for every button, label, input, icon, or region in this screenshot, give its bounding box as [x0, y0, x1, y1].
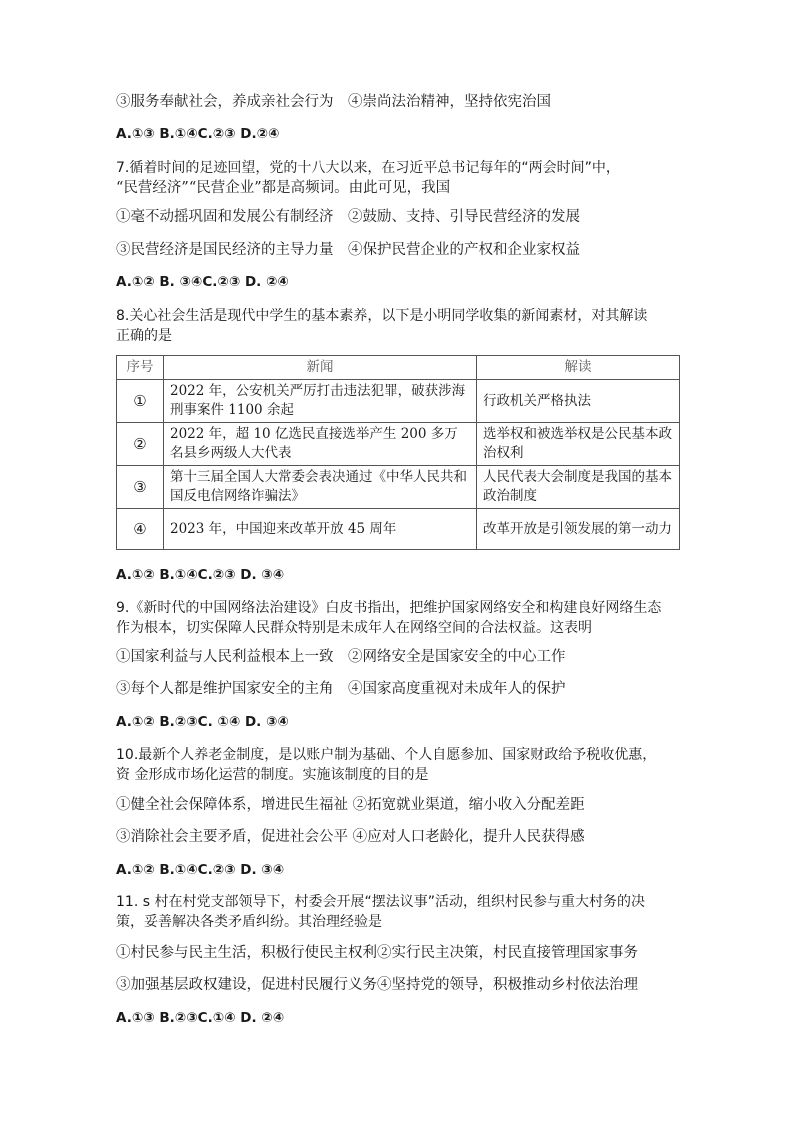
row-interpretation: 行政机关严格执法 [477, 380, 680, 423]
header-news: 新闻 [164, 356, 477, 380]
table-row [117, 509, 680, 550]
question-11-options: ①村民参与民主生活，积极行使民主权利②实行民主决策，村民直接管理国家事务 [116, 945, 638, 961]
row-interpretation: 改革开放是引领发展的第一动力 [477, 509, 680, 550]
row-news: 2022 年，超 10 亿选民直接选举产生 200 多万名县乡两级人大代表 [164, 423, 477, 466]
question-8-stem: 8.关心社会生活是现代中学生的基本素养，以下是小明同学收集的新闻素材，对其解读 [116, 308, 648, 324]
table-header-row [117, 356, 680, 380]
question-11-stem-cont: 策，妥善解决各类矛盾纠纷。其治理经验是 [116, 914, 382, 930]
answer-choices: A.①③ B.①④C.②③ D.②④ [116, 126, 280, 142]
question-9-options: ①国家利益与人民利益根本上一致 ②网络安全是国家安全的中心工作 [116, 649, 566, 665]
question-10-options: ①健全社会保障体系，增进民生福祉 ②拓宽就业渠道，缩小收入分配差距 [116, 797, 585, 813]
question-8-answers: A.①② B.①④C.②③ D. ③④ [116, 567, 285, 583]
table-row [117, 380, 680, 423]
row-interpretation: 人民代表大会制度是我国的基本政治制度 [477, 466, 680, 509]
question-10-stem-cont: 资 金形成市场化运营的制度。实施该制度的目的是 [116, 767, 429, 783]
question-7-options: ③民营经济是国民经济的主导力量 ④保护民营企业的产权和企业家权益 [116, 242, 580, 258]
news-table [116, 355, 680, 550]
question-11-answers: A.①③ B.②③C.①④ D. ②④ [116, 1010, 285, 1026]
row-news: 2022 年，公安机关严厉打击违法犯罪，破获涉海刑事案件 1100 余起 [164, 380, 477, 423]
option-line: ③服务奉献社会，养成亲社会行为 ④崇尚法治精神，坚持依宪治国 [116, 94, 551, 110]
question-9-stem-cont: 作为根本，切实保障人民群众特别是未成年人在网络空间的合法权益。这表明 [116, 620, 592, 636]
question-7-stem-cont: “民营经济”“民营企业”都是高频词。由此可见，我国 [116, 180, 451, 196]
question-7-stem: 7.循着时间的足迹回望，党的十八大以来，在习近平总书记每年的“两会时间”中， [116, 160, 620, 176]
row-news: 2023 年，中国迎来改革开放 45 周年 [164, 509, 477, 550]
row-news: 第十三届全国人大常委会表决通过《中华人民共和国反电信网络诈骗法》 [164, 466, 477, 509]
question-11-options: ③加强基层政权建设，促进村民履行义务④坚持党的领导，积极推动乡村依法治理 [116, 977, 638, 993]
question-9-answers: A.①② B.②③C. ①④ D. ③④ [116, 714, 289, 730]
question-10-answers: A.①② B.①④C.②③ D. ③④ [116, 862, 285, 878]
question-9-stem: 9.《新时代的中国网络法治建设》白皮书指出，把维护国家网络安全和构建良好网络生态 [116, 600, 662, 616]
row-interpretation: 选举权和被选举权是公民基本政治权利 [477, 423, 680, 466]
question-8-stem-cont: 正确的是 [116, 328, 172, 344]
question-10-stem: 10.最新个人养老金制度，是以账户制为基础、个人自愿参加、国家财政给予税收优惠， [116, 747, 657, 763]
row-number: ④ [117, 509, 164, 550]
question-9-options: ③每个人都是维护国家安全的主角 ④国家高度重视对未成年人的保护 [116, 681, 566, 697]
question-10-options: ③消除社会主要矛盾，促进社会公平 ④应对人口老龄化，提升人民获得感 [116, 829, 585, 845]
question-7-answers: A.①② B. ③④C.②③ D. ②④ [116, 274, 289, 290]
table-row [117, 423, 680, 466]
table-row [117, 466, 680, 509]
row-number: ② [117, 423, 164, 466]
question-11-stem: 11. s 村在村党支部领导下，村委会开展“摆法议事”活动，组织村民参与重大村务的决 [116, 894, 645, 910]
header-interpretation: 解读 [477, 356, 680, 380]
row-number: ③ [117, 466, 164, 509]
header-index: 序号 [117, 356, 164, 380]
row-number: ① [117, 380, 164, 423]
question-7-options: ①毫不动摇巩固和发展公有制经济 ②鼓励、支持、引导民营经济的发展 [116, 209, 580, 225]
